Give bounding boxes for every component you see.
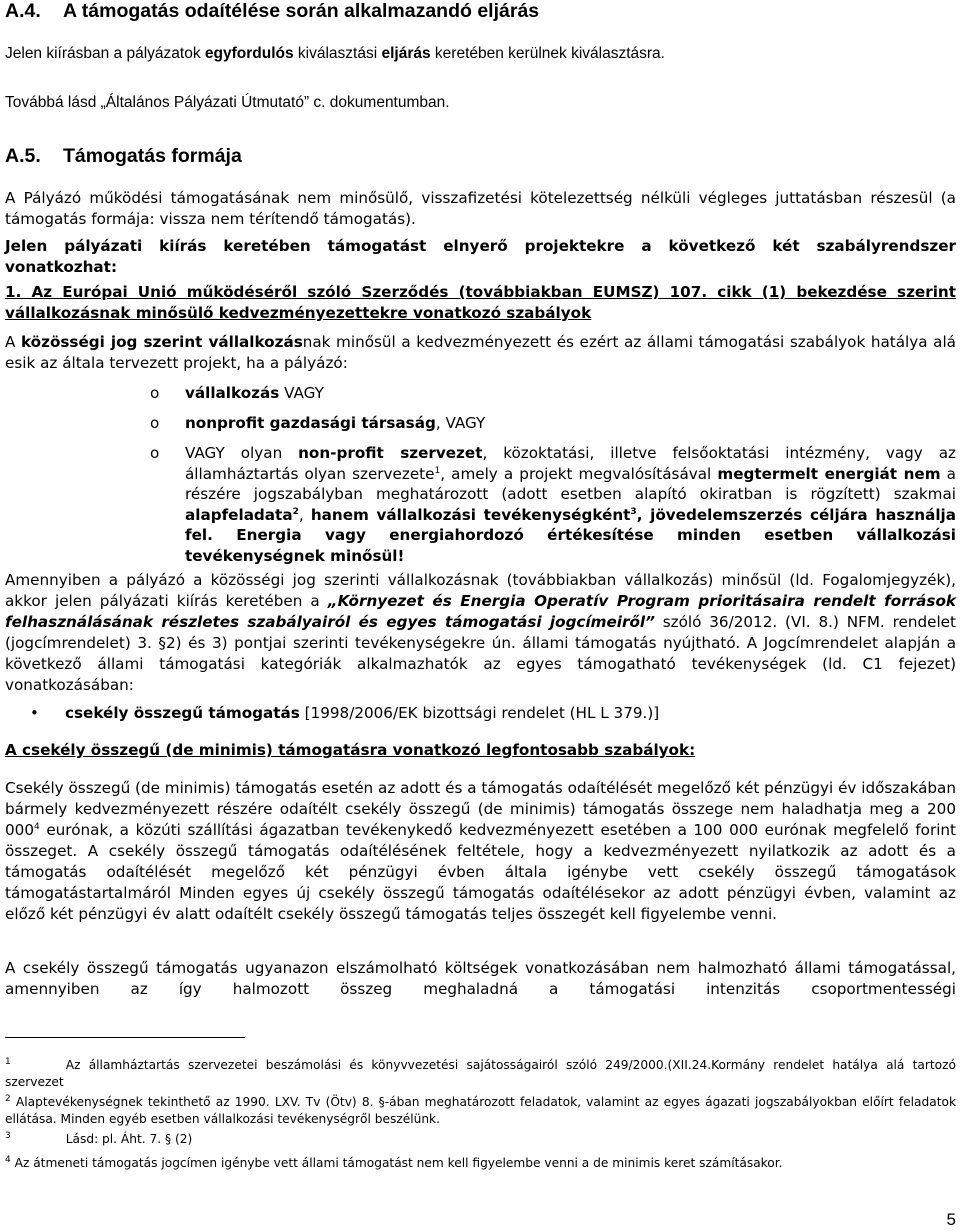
- text-run: a részére jogszabályban meghatározott (adott esetben alapító okiratban is rögzített) szakmai: [185, 464, 956, 503]
- section-a4-title: A támogatás odaítélése során alkalmazandó eljárás: [63, 0, 540, 22]
- footnote-number: 2: [5, 1093, 11, 1104]
- bold-run: hanem vállalkozási tevékenységként: [310, 505, 631, 524]
- section-a5-number: A.5.: [5, 145, 41, 167]
- text-run: A: [5, 333, 21, 351]
- bullet-marker: o: [150, 414, 160, 432]
- paragraph-cumulation: A csekély összegű támogatás ugyanazon elszámolható költségek vonatkozásában nem halmozható állami támogatással, amennyiben az így halmozott összeg meghaladná a támogatási intenzitás csoportmentességi: [5, 959, 956, 998]
- bold-run: non-profit szervezet: [298, 444, 483, 462]
- text-run: , közoktatási, illetve felsőoktatási intézmény, vagy az államháztartás olyan szervezete: [185, 444, 956, 483]
- section-a5-heading: [5, 145, 242, 168]
- bold-run: vállalkozás: [185, 384, 280, 402]
- text-run: Jelen kiírásban a pályázatok: [5, 45, 205, 62]
- footnote-3: [5, 1131, 956, 1148]
- text-run: keretében kerülnek kiválasztásra.: [430, 45, 665, 62]
- text-run: [1998/2006/EK bizottsági rendelet (HL L 379.)]: [299, 704, 660, 722]
- text-run: VAGY olyan: [185, 444, 299, 462]
- paragraph-applicant-enterprise: [5, 570, 956, 696]
- bold-run: csekély összegű támogatás: [65, 704, 300, 722]
- footnote-text: Alaptevékenységnek tekinthető az 1990. LXV. Tv (Ötv) 8. §-ában meghatározott feladatok, valamint az egyes ágazati jogszabályokban előírt feladatok ellátása. Minden egyéb esetben vállalkozási tevékenységről beszélünk.: [5, 1095, 956, 1126]
- footnote-ref: 3: [630, 506, 637, 517]
- text-run: , amely a projekt megvalósításával: [440, 464, 718, 483]
- text-run: Csekély összegű (de minimis) támogatás esetén az adott és a támogatás odaítélését megelőző két pénzügyi év időszakában bármely kedvezményezett részére odaítélt csekély összegű (de minimis) támogatás összege nem haladhatja meg a 200 000: [5, 779, 956, 839]
- bold-run: egyfordulós: [204, 45, 294, 62]
- text-run: nak minősül a kedvezményezett és ezért az állami támogatási szabályok hatálya alá esik az általa tervezett projekt, ha a pályázó:: [5, 333, 956, 372]
- text-run: , VAGY: [435, 414, 486, 432]
- text-run: Amennyiben a pályázó a közösségi jog szerinti vállalkozásnak (továbbiakban vállalkozás) minősül (ld. Fogalomjegyzék), akkor jelen pályázati kiírás keretében a: [5, 571, 956, 610]
- bold-run: alapfeladata: [185, 505, 293, 524]
- bullet-marker: o: [150, 384, 160, 402]
- paragraph-support-form: A Pályázó működési támogatásának nem minősülő, visszafizetési kötelezettség nélküli végleges juttatásban részesül (a támogatás formája: vissza nem térítendő támogatás).: [5, 189, 956, 228]
- text-run: szóló 36/2012. (VI. 8.) NFM. rendelet (jogcímrendelet) 3. §2) és 3) pontjai szerinti tevékenységekre ún. állami támogatás nyújtható. A Jogcímrendelet alapján a következő állami támogatási kategóriák alkalmazhatók az egyes támogatható tevékenységek (ld. C1 fejezet) vonatkozásában:: [5, 613, 956, 694]
- footnote-number: 1: [5, 1056, 11, 1067]
- section-a4-line2: Továbbá lásd „Általános Pályázati Útmutató” c. dokumentumban.: [5, 94, 450, 111]
- bold-run: megtermelt energiát nem: [717, 464, 941, 483]
- footnote-ref: 2: [292, 506, 299, 517]
- footnote-separator: [5, 1037, 245, 1038]
- bullet-marker: •: [30, 704, 39, 722]
- item1-title: 1. Az Európai Unió működéséről szóló Szerződés (továbbiakban EUMSZ) 107. cikk (1) bekezdése szerint vállalkozásnak minősülő kedvezményezettekre vonatkozó szabályok: [5, 283, 956, 322]
- italic-run: „Környezet és Energia Operatív Program prioritásaira rendelt források felhasználásának részletes szabályairól és egyes támogatási jogcímeiről”: [5, 592, 956, 631]
- bold-run: nonprofit gazdasági társaság: [185, 414, 436, 432]
- footnote-number: 3: [5, 1130, 11, 1141]
- footnote-number: 4: [5, 1154, 11, 1165]
- bold-run: eljárás: [381, 45, 431, 62]
- section-a4-number: A.4.: [5, 0, 41, 22]
- footnote-ref: 1: [434, 465, 441, 476]
- page-number: 5: [946, 1210, 956, 1229]
- footnote-ref: 4: [34, 821, 40, 832]
- paragraph-community-law: [5, 332, 956, 374]
- footnote-4: [5, 1155, 956, 1172]
- section-a4-line1: [5, 45, 665, 63]
- section-a5-title: Támogatás formája: [63, 145, 242, 167]
- text-run: eurónak, a közúti szállítási ágazatban tevékenykedő kedvezményezett esetében a 100 000 eurónak megfelelő forint összeget. A csekély összegű támogatás odaítélésének feltétele, hogy a kedvezményezett nyilatkozik az adott és a támogatás odaítélését megelőző két pénzügyi évben általa igénybe vett csekély összegű támogatások támogatástartalmáról Minden egyes új csekély összegű támogatás odaítélésekor az adott pénzügyi évben, valamint az előző két pénzügyi év alatt odaítélt csekély összegű támogatás teljes összegét kell figyelembe venni.: [5, 821, 956, 923]
- text-run: ,: [298, 505, 311, 524]
- footnote-text: Lásd: pl. Áht. 7. § (2): [65, 1132, 193, 1146]
- bold-run: közösségi jog szerint vállalkozás: [20, 333, 303, 351]
- section-a4-heading: [5, 0, 539, 23]
- footnote-text: Az államháztartás szervezetei beszámolási és könyvvezetési sajátosságairól szóló 249/2000.(XII.24.Kormány rendelet hatálya alá tartozó szervezet: [5, 1058, 956, 1089]
- footnote-1: [5, 1057, 956, 1091]
- paragraph-two-rulesets: Jelen pályázati kiírás keretében támogatást elnyerő projektekre a következő két szabályrendszer vonatkozhat:: [5, 237, 956, 276]
- footnote-2: [5, 1094, 956, 1128]
- deminimis-heading: A csekély összegű (de minimis) támogatásra vonatkozó legfontosabb szabályok:: [5, 741, 696, 759]
- bullet-marker: o: [150, 444, 160, 462]
- bold-run: , jövedelemszerzés céljára használja fel. Energia vagy energiahordozó értékesítése minden esetben vállalkozási tevékenységnek minősül!: [185, 505, 956, 565]
- text-run: VAGY: [279, 384, 324, 402]
- text-run: kiválasztási: [293, 45, 382, 62]
- paragraph-deminimis-rules: [5, 778, 956, 925]
- footnote-text: Az átmeneti támogatás jogcímen igénybe vett állami támogatást nem kell figyelembe venni a de minimis keret számításakor.: [14, 1156, 783, 1170]
